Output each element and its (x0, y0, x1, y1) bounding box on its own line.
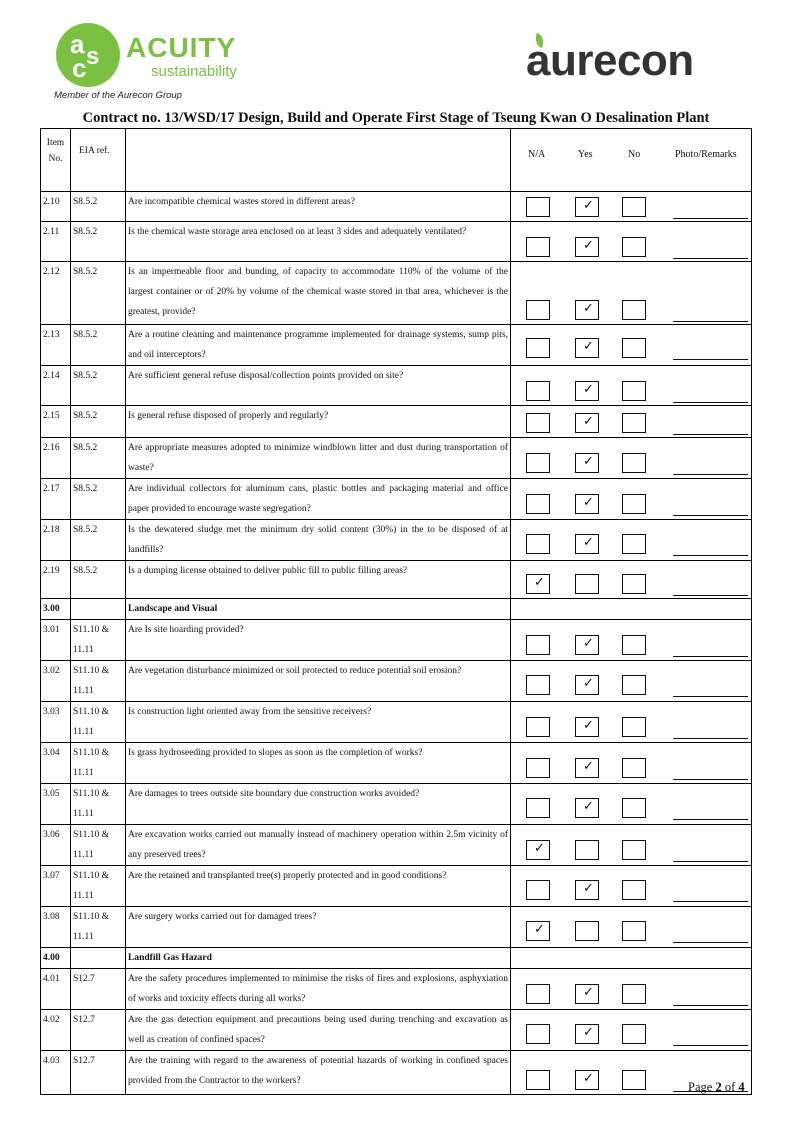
check-mark-icon: ✓ (583, 676, 594, 691)
remarks-line[interactable] (673, 402, 748, 403)
answer-cell (511, 907, 752, 948)
section-ref (71, 948, 126, 969)
yes-checkbox[interactable] (575, 880, 599, 900)
na-checkbox[interactable] (526, 675, 550, 695)
question-text: Are appropriate measures adopted to minimize windblown litter and dust during transportation of waste? (126, 438, 511, 479)
remarks-line[interactable] (673, 819, 748, 820)
yes-checkbox[interactable] (575, 675, 599, 695)
remarks-line[interactable] (673, 555, 748, 556)
acuity-logo-mark: a s c (56, 23, 120, 87)
na-checkbox[interactable] (526, 494, 550, 514)
answer-cell (511, 620, 752, 661)
yes-checkbox[interactable] (575, 237, 599, 257)
question-text: Are incompatible chemical wastes stored in different areas? (126, 192, 511, 222)
table-row (41, 479, 752, 520)
remarks-line[interactable] (673, 656, 748, 657)
no-checkbox[interactable] (622, 494, 646, 514)
page-label: Page (688, 1080, 713, 1094)
answer-cell (511, 325, 752, 366)
no-checkbox[interactable] (622, 840, 646, 860)
table-row (41, 866, 752, 907)
item-no: 4.03 (41, 1051, 71, 1095)
question-text: Is the chemical waste storage area enclosed on at least 3 sides and adequately ventilated? (126, 222, 511, 262)
acuity-logo-sub: sustainability (151, 63, 237, 80)
eia-ref: S12.7 (71, 1051, 126, 1095)
yes-checkbox[interactable] (575, 338, 599, 358)
table-row (41, 406, 752, 438)
answer-cell (511, 702, 752, 743)
check-mark-icon: ✓ (583, 454, 594, 469)
yes-checkbox[interactable] (575, 840, 599, 860)
na-checkbox[interactable] (526, 381, 550, 401)
eia-ref: S8.5.2 (71, 479, 126, 520)
eia-ref: S11.10 & 11.11 (71, 702, 126, 743)
table-row (41, 743, 752, 784)
remarks-line[interactable] (673, 258, 748, 259)
item-no: 2.12 (41, 262, 71, 325)
remarks-line[interactable] (673, 1045, 748, 1046)
na-checkbox[interactable] (526, 758, 550, 778)
eia-ref: S8.5.2 (71, 561, 126, 599)
item-no: 2.19 (41, 561, 71, 599)
header-yes: Yes (578, 149, 593, 160)
question-text: Are damages to trees outside site boundary due construction works avoided? (126, 784, 511, 825)
table-row (41, 1010, 752, 1051)
na-checkbox[interactable] (526, 534, 550, 554)
eia-ref: S11.10 & 11.11 (71, 784, 126, 825)
eia-ref: S8.5.2 (71, 438, 126, 479)
header-remarks: Photo/Remarks (675, 149, 737, 160)
na-checkbox[interactable] (526, 984, 550, 1004)
table-row (41, 825, 752, 866)
no-checkbox[interactable] (622, 381, 646, 401)
no-checkbox[interactable] (622, 921, 646, 941)
check-mark-icon: ✓ (583, 881, 594, 896)
check-mark-icon: ✓ (583, 718, 594, 733)
table-row (41, 620, 752, 661)
no-checkbox[interactable] (622, 758, 646, 778)
na-checkbox[interactable] (526, 921, 550, 941)
item-no: 3.02 (41, 661, 71, 702)
no-checkbox[interactable] (622, 453, 646, 473)
table-row (41, 366, 752, 406)
check-mark-icon: ✓ (583, 301, 594, 316)
acuity-logo (52, 20, 252, 100)
remarks-line[interactable] (673, 474, 748, 475)
table-row (41, 438, 752, 479)
eia-ref: S11.10 & 11.11 (71, 866, 126, 907)
remarks-line[interactable] (673, 696, 748, 697)
na-checkbox[interactable] (526, 237, 550, 257)
yes-checkbox[interactable] (575, 494, 599, 514)
page-of: of (724, 1080, 736, 1094)
acuity-member-text: Member of the Aurecon Group (54, 90, 182, 101)
remarks-line[interactable] (673, 434, 748, 435)
no-checkbox[interactable] (622, 635, 646, 655)
check-mark-icon: ✓ (583, 985, 594, 1000)
question-text: Are excavation works carried out manually instead of machinery operation within 2.5m vicinity of any preserved trees? (126, 825, 511, 866)
section-checks (511, 599, 752, 620)
item-no: 2.14 (41, 366, 71, 406)
question-text: Are sufficient general refuse disposal/collection points provided on site? (126, 366, 511, 406)
eia-ref: S8.5.2 (71, 222, 126, 262)
answer-cell (511, 561, 752, 599)
table-row (41, 325, 752, 366)
eia-ref: S8.5.2 (71, 192, 126, 222)
answer-cell (511, 661, 752, 702)
remarks-line[interactable] (673, 779, 748, 780)
item-no: 3.07 (41, 866, 71, 907)
no-checkbox[interactable] (622, 675, 646, 695)
remarks-line[interactable] (673, 321, 748, 322)
check-mark-icon: ✓ (534, 575, 545, 590)
eia-ref: S8.5.2 (71, 262, 126, 325)
check-mark-icon: ✓ (583, 1071, 594, 1086)
question-text: Is an impermeable floor and bunding, of capacity to accommodate 110% of the volume of the largest container or of 20% by volume of the chemical waste stored in that area, whichever is the greatest, provide? (126, 262, 511, 325)
question-text: Are the gas detection equipment and precautions being used during trenching and excavation as well as creation of confined spaces? (126, 1010, 511, 1051)
eia-ref: S11.10 & 11.11 (71, 743, 126, 784)
question-text: Is grass hydroseeding provided to slopes as soon as the completion of works? (126, 743, 511, 784)
yes-checkbox[interactable] (575, 574, 599, 594)
section-title: Landscape and Visual (126, 599, 511, 620)
aurecon-logo-name: aurecon (526, 36, 694, 85)
item-no: 3.06 (41, 825, 71, 866)
question-text: Are the safety procedures implemented to minimise the risks of fires and explosions, asphyxiation of works and toxicity effects during all works? (126, 969, 511, 1010)
check-mark-icon: ✓ (583, 799, 594, 814)
item-no: 4.01 (41, 969, 71, 1010)
na-checkbox[interactable] (526, 635, 550, 655)
answer-cell (511, 866, 752, 907)
check-mark-icon: ✓ (583, 636, 594, 651)
header-checks (511, 129, 752, 192)
no-checkbox[interactable] (622, 574, 646, 594)
yes-checkbox[interactable] (575, 300, 599, 320)
na-checkbox[interactable] (526, 717, 550, 737)
item-no: 2.17 (41, 479, 71, 520)
item-no: 2.11 (41, 222, 71, 262)
acuity-logo-name: ACUITY (126, 32, 237, 63)
table-row (41, 561, 752, 599)
no-checkbox[interactable] (622, 984, 646, 1004)
remarks-line[interactable] (673, 218, 748, 219)
answer-cell (511, 438, 752, 479)
answer-cell (511, 1010, 752, 1051)
aurecon-logo (526, 36, 741, 86)
na-checkbox[interactable] (526, 880, 550, 900)
section-title: Landfill Gas Hazard (126, 948, 511, 969)
question-text: Is construction light oriented away from the sensitive receivers? (126, 702, 511, 743)
yes-checkbox[interactable] (575, 984, 599, 1004)
check-mark-icon: ✓ (583, 759, 594, 774)
no-checkbox[interactable] (622, 1024, 646, 1044)
question-text: Are the training with regard to the awareness of potential hazards of working in confined spaces provided from the Contractor to the workers? (126, 1051, 511, 1095)
check-mark-icon: ✓ (534, 922, 545, 937)
yes-checkbox[interactable] (575, 413, 599, 433)
answer-cell (511, 262, 752, 325)
table-row (41, 262, 752, 325)
check-mark-icon: ✓ (583, 198, 594, 213)
item-no: 2.18 (41, 520, 71, 561)
remarks-line[interactable] (673, 359, 748, 360)
item-no: 2.15 (41, 406, 71, 438)
remarks-line[interactable] (673, 901, 748, 902)
no-checkbox[interactable] (622, 300, 646, 320)
question-text: Is the dewatered sludge met the minimum dry solid content (30%) in the to be disposed of at landfills? (126, 520, 511, 561)
question-text: Are surgery works carried out for damaged trees? (126, 907, 511, 948)
na-checkbox[interactable] (526, 574, 550, 594)
na-checkbox[interactable] (526, 453, 550, 473)
yes-checkbox[interactable] (575, 758, 599, 778)
page-total: 4 (738, 1080, 745, 1094)
eia-ref: S11.10 & 11.11 (71, 620, 126, 661)
eia-ref: S12.7 (71, 1010, 126, 1051)
no-checkbox[interactable] (622, 717, 646, 737)
answer-cell (511, 479, 752, 520)
remarks-line[interactable] (673, 861, 748, 862)
eia-ref: S8.5.2 (71, 325, 126, 366)
question-text: Are vegetation disturbance minimized or soil protected to reduce potential soil erosion? (126, 661, 511, 702)
eia-ref: S8.5.2 (71, 406, 126, 438)
check-mark-icon: ✓ (534, 841, 545, 856)
yes-checkbox[interactable] (575, 798, 599, 818)
answer-cell (511, 825, 752, 866)
header-question (126, 129, 511, 192)
eia-ref: S8.5.2 (71, 520, 126, 561)
check-mark-icon: ✓ (583, 382, 594, 397)
answer-cell (511, 969, 752, 1010)
check-mark-icon: ✓ (583, 1025, 594, 1040)
question-text: Is general refuse disposed of properly and regularly? (126, 406, 511, 438)
yes-checkbox[interactable] (575, 717, 599, 737)
na-checkbox[interactable] (526, 338, 550, 358)
header-eia-ref: EIA ref. (71, 129, 126, 192)
na-checkbox[interactable] (526, 197, 550, 217)
table-row (41, 907, 752, 948)
item-no: 3.08 (41, 907, 71, 948)
check-mark-icon: ✓ (583, 535, 594, 550)
check-mark-icon: ✓ (583, 495, 594, 510)
header-no: No (628, 149, 641, 160)
yes-checkbox[interactable] (575, 635, 599, 655)
table-row (41, 784, 752, 825)
page-current: 2 (715, 1080, 722, 1094)
item-no: 3.05 (41, 784, 71, 825)
remarks-line[interactable] (673, 1005, 748, 1006)
na-checkbox[interactable] (526, 300, 550, 320)
table-row (41, 661, 752, 702)
section-no: 3.00 (41, 599, 71, 620)
table-row (41, 520, 752, 561)
remarks-line[interactable] (673, 595, 748, 596)
header-item-no: Item No. (41, 129, 71, 192)
item-no: 3.03 (41, 702, 71, 743)
table-header-row (41, 129, 752, 192)
no-checkbox[interactable] (622, 338, 646, 358)
yes-checkbox[interactable] (575, 921, 599, 941)
eia-ref: S8.5.2 (71, 366, 126, 406)
no-checkbox[interactable] (622, 798, 646, 818)
question-text: Are a routine cleaning and maintenance programme implemented for drainage systems, sump pits, and oil interceptors? (126, 325, 511, 366)
table-row (41, 969, 752, 1010)
checklist-table (40, 128, 752, 1095)
eia-ref: S11.10 & 11.11 (71, 661, 126, 702)
yes-checkbox[interactable] (575, 453, 599, 473)
no-checkbox[interactable] (622, 1070, 646, 1090)
answer-cell (511, 520, 752, 561)
no-checkbox[interactable] (622, 880, 646, 900)
table-row (41, 222, 752, 262)
answer-cell (511, 192, 752, 222)
table-row (41, 192, 752, 222)
question-text: Is a dumping license obtained to deliver public fill to public filling areas? (126, 561, 511, 599)
answer-cell (511, 222, 752, 262)
section-ref (71, 599, 126, 620)
answer-cell (511, 406, 752, 438)
item-no: 2.10 (41, 192, 71, 222)
item-no: 3.04 (41, 743, 71, 784)
question-text: Are Is site hoarding provided? (126, 620, 511, 661)
answer-cell (511, 366, 752, 406)
document-title: Contract no. 13/WSD/17 Design, Build and Operate First Stage of Tseung Kwan O Desalination Plant (82, 110, 710, 126)
no-checkbox[interactable] (622, 197, 646, 217)
answer-cell (511, 784, 752, 825)
question-text: Are individual collectors for aluminum cans, plastic bottles and packaging material and office paper provided to encourage waste segregation? (126, 479, 511, 520)
yes-checkbox[interactable] (575, 534, 599, 554)
remarks-line[interactable] (673, 942, 748, 943)
table-row (41, 1051, 752, 1095)
yes-checkbox[interactable] (575, 1070, 599, 1090)
na-checkbox[interactable] (526, 798, 550, 818)
yes-checkbox[interactable] (575, 197, 599, 217)
question-text: Are the retained and transplanted tree(s) properly protected and in good conditions? (126, 866, 511, 907)
eia-ref: S11.10 & 11.11 (71, 825, 126, 866)
section-checks (511, 948, 752, 969)
section-row (41, 948, 752, 969)
page-number (688, 1080, 745, 1095)
check-mark-icon: ✓ (583, 414, 594, 429)
na-checkbox[interactable] (526, 413, 550, 433)
section-row (41, 599, 752, 620)
remarks-line[interactable] (673, 515, 748, 516)
no-checkbox[interactable] (622, 237, 646, 257)
table-row (41, 702, 752, 743)
item-no: 4.02 (41, 1010, 71, 1051)
yes-checkbox[interactable] (575, 1024, 599, 1044)
na-checkbox[interactable] (526, 840, 550, 860)
header-na: N/A (528, 149, 546, 160)
check-mark-icon: ✓ (583, 339, 594, 354)
na-checkbox[interactable] (526, 1024, 550, 1044)
eia-ref: S11.10 & 11.11 (71, 907, 126, 948)
item-no: 3.01 (41, 620, 71, 661)
no-checkbox[interactable] (622, 534, 646, 554)
item-no: 2.13 (41, 325, 71, 366)
section-no: 4.00 (41, 948, 71, 969)
remarks-line[interactable] (673, 738, 748, 739)
yes-checkbox[interactable] (575, 381, 599, 401)
eia-ref: S12.7 (71, 969, 126, 1010)
no-checkbox[interactable] (622, 413, 646, 433)
na-checkbox[interactable] (526, 1070, 550, 1090)
check-mark-icon: ✓ (583, 238, 594, 253)
item-no: 2.16 (41, 438, 71, 479)
answer-cell (511, 743, 752, 784)
